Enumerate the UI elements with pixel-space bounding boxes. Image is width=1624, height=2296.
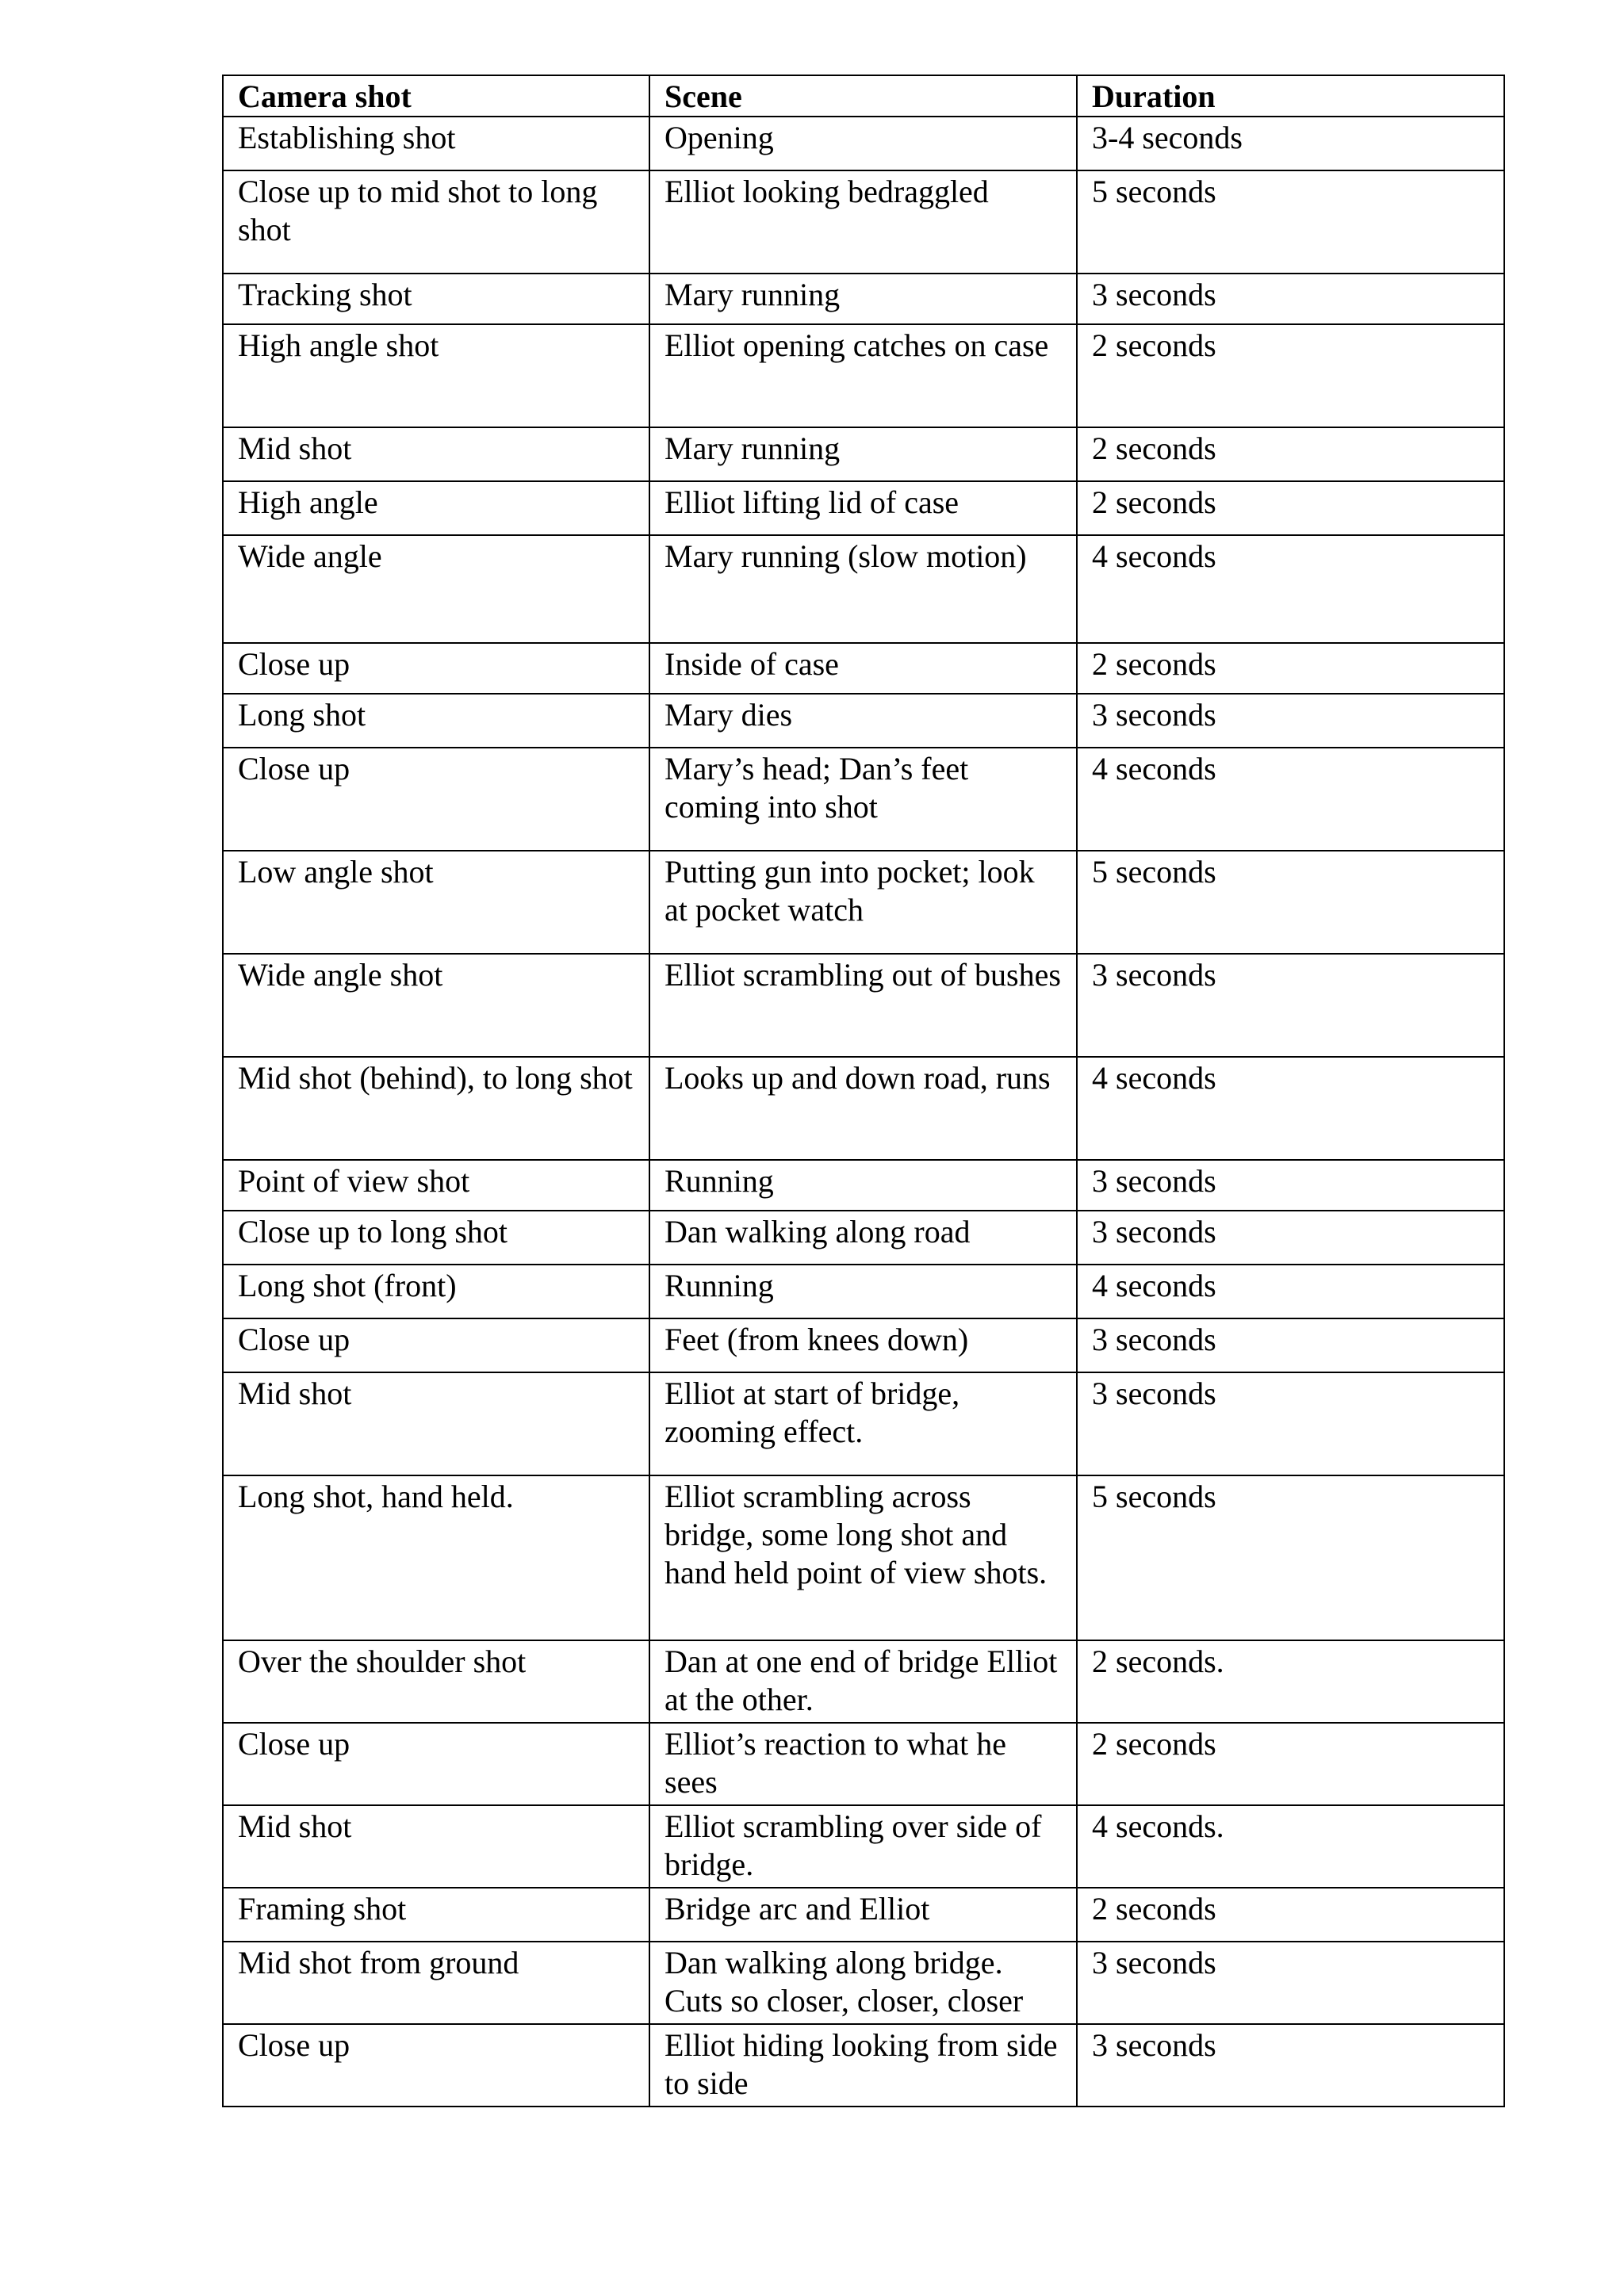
table-row — [223, 535, 1504, 643]
duration-cell: 2 seconds — [1077, 324, 1504, 427]
shot-list-table — [222, 75, 1505, 2107]
duration-cell: 5 seconds — [1077, 170, 1504, 274]
duration-cell: 5 seconds — [1077, 851, 1504, 954]
table-row — [223, 274, 1504, 324]
scene-cell: Elliot looking bedraggled — [649, 170, 1077, 274]
scene-cell: Dan walking along road — [649, 1211, 1077, 1265]
table-row — [223, 643, 1504, 694]
camera-shot-cell: Long shot — [223, 694, 649, 748]
camera-shot-cell: Point of view shot — [223, 1160, 649, 1211]
scene-cell: Inside of case — [649, 643, 1077, 694]
table-row — [223, 1318, 1504, 1372]
camera-shot-cell: Close up to mid shot to long shot — [223, 170, 649, 274]
scene-cell: Dan walking along bridge. Cuts so closer, closer, closer — [649, 1942, 1077, 2024]
table-header-row — [223, 75, 1504, 117]
duration-cell: 4 seconds — [1077, 1265, 1504, 1318]
duration-cell: 3-4 seconds — [1077, 117, 1504, 170]
table-row — [223, 954, 1504, 1057]
scene-cell: Mary running — [649, 427, 1077, 481]
duration-cell: 3 seconds — [1077, 954, 1504, 1057]
scene-cell: Bridge arc and Elliot — [649, 1888, 1077, 1942]
duration-cell: 3 seconds — [1077, 1211, 1504, 1265]
camera-shot-cell: Low angle shot — [223, 851, 649, 954]
table-row — [223, 2024, 1504, 2107]
duration-cell: 5 seconds — [1077, 1475, 1504, 1640]
camera-shot-cell: Close up — [223, 748, 649, 851]
table-row — [223, 1160, 1504, 1211]
duration-cell: 3 seconds — [1077, 274, 1504, 324]
scene-cell: Elliot scrambling across bridge, some long shot and hand held point of view shots. — [649, 1475, 1077, 1640]
scene-cell: Mary’s head; Dan’s feet coming into shot — [649, 748, 1077, 851]
scene-cell: Elliot lifting lid of case — [649, 481, 1077, 535]
duration-cell: 2 seconds. — [1077, 1640, 1504, 1723]
table-row — [223, 1211, 1504, 1265]
camera-shot-cell: Over the shoulder shot — [223, 1640, 649, 1723]
table-row — [223, 324, 1504, 427]
header-scene: Scene — [649, 75, 1077, 117]
camera-shot-cell: Close up — [223, 2024, 649, 2107]
table-row — [223, 1723, 1504, 1805]
camera-shot-cell: Long shot (front) — [223, 1265, 649, 1318]
camera-shot-cell: High angle — [223, 481, 649, 535]
camera-shot-cell: High angle shot — [223, 324, 649, 427]
duration-cell: 3 seconds — [1077, 1942, 1504, 2024]
table-row — [223, 1372, 1504, 1475]
scene-cell: Running — [649, 1265, 1077, 1318]
scene-cell: Elliot scrambling out of bushes — [649, 954, 1077, 1057]
table-row — [223, 694, 1504, 748]
camera-shot-cell: Close up to long shot — [223, 1211, 649, 1265]
table-row — [223, 427, 1504, 481]
scene-cell: Elliot at start of bridge, zooming effect. — [649, 1372, 1077, 1475]
scene-cell: Elliot’s reaction to what he sees — [649, 1723, 1077, 1805]
duration-cell: 4 seconds — [1077, 535, 1504, 643]
scene-cell: Dan at one end of bridge Elliot at the other. — [649, 1640, 1077, 1723]
table-row — [223, 851, 1504, 954]
camera-shot-cell: Mid shot — [223, 427, 649, 481]
camera-shot-cell: Close up — [223, 1318, 649, 1372]
header-camera-shot: Camera shot — [223, 75, 649, 117]
scene-cell: Running — [649, 1160, 1077, 1211]
duration-cell: 2 seconds — [1077, 643, 1504, 694]
scene-cell: Looks up and down road, runs — [649, 1057, 1077, 1160]
table-row — [223, 1805, 1504, 1888]
duration-cell: 4 seconds — [1077, 1057, 1504, 1160]
scene-cell: Elliot scrambling over side of bridge. — [649, 1805, 1077, 1888]
camera-shot-cell: Long shot, hand held. — [223, 1475, 649, 1640]
table-row — [223, 481, 1504, 535]
table-row — [223, 1888, 1504, 1942]
scene-cell: Opening — [649, 117, 1077, 170]
duration-cell: 3 seconds — [1077, 694, 1504, 748]
scene-cell: Mary dies — [649, 694, 1077, 748]
scene-cell: Feet (from knees down) — [649, 1318, 1077, 1372]
table-row — [223, 170, 1504, 274]
duration-cell: 2 seconds — [1077, 427, 1504, 481]
camera-shot-cell: Wide angle shot — [223, 954, 649, 1057]
header-duration: Duration — [1077, 75, 1504, 117]
scene-cell: Elliot opening catches on case — [649, 324, 1077, 427]
camera-shot-cell: Establishing shot — [223, 117, 649, 170]
duration-cell: 2 seconds — [1077, 1888, 1504, 1942]
duration-cell: 3 seconds — [1077, 1160, 1504, 1211]
scene-cell: Mary running — [649, 274, 1077, 324]
camera-shot-cell: Close up — [223, 643, 649, 694]
camera-shot-cell: Mid shot — [223, 1372, 649, 1475]
camera-shot-cell: Framing shot — [223, 1888, 649, 1942]
table-body — [223, 117, 1504, 2107]
table-row — [223, 1265, 1504, 1318]
camera-shot-cell: Tracking shot — [223, 274, 649, 324]
camera-shot-cell: Mid shot from ground — [223, 1942, 649, 2024]
table-row — [223, 117, 1504, 170]
scene-cell: Putting gun into pocket; look at pocket watch — [649, 851, 1077, 954]
duration-cell: 4 seconds. — [1077, 1805, 1504, 1888]
table-row — [223, 748, 1504, 851]
duration-cell: 3 seconds — [1077, 1318, 1504, 1372]
camera-shot-cell: Wide angle — [223, 535, 649, 643]
duration-cell: 2 seconds — [1077, 481, 1504, 535]
duration-cell: 4 seconds — [1077, 748, 1504, 851]
duration-cell: 3 seconds — [1077, 2024, 1504, 2107]
table-row — [223, 1475, 1504, 1640]
table-row — [223, 1057, 1504, 1160]
camera-shot-cell: Mid shot — [223, 1805, 649, 1888]
duration-cell: 3 seconds — [1077, 1372, 1504, 1475]
table-row — [223, 1942, 1504, 2024]
scene-cell: Mary running (slow motion) — [649, 535, 1077, 643]
camera-shot-cell: Mid shot (behind), to long shot — [223, 1057, 649, 1160]
duration-cell: 2 seconds — [1077, 1723, 1504, 1805]
scene-cell: Elliot hiding looking from side to side — [649, 2024, 1077, 2107]
table-row — [223, 1640, 1504, 1723]
camera-shot-cell: Close up — [223, 1723, 649, 1805]
